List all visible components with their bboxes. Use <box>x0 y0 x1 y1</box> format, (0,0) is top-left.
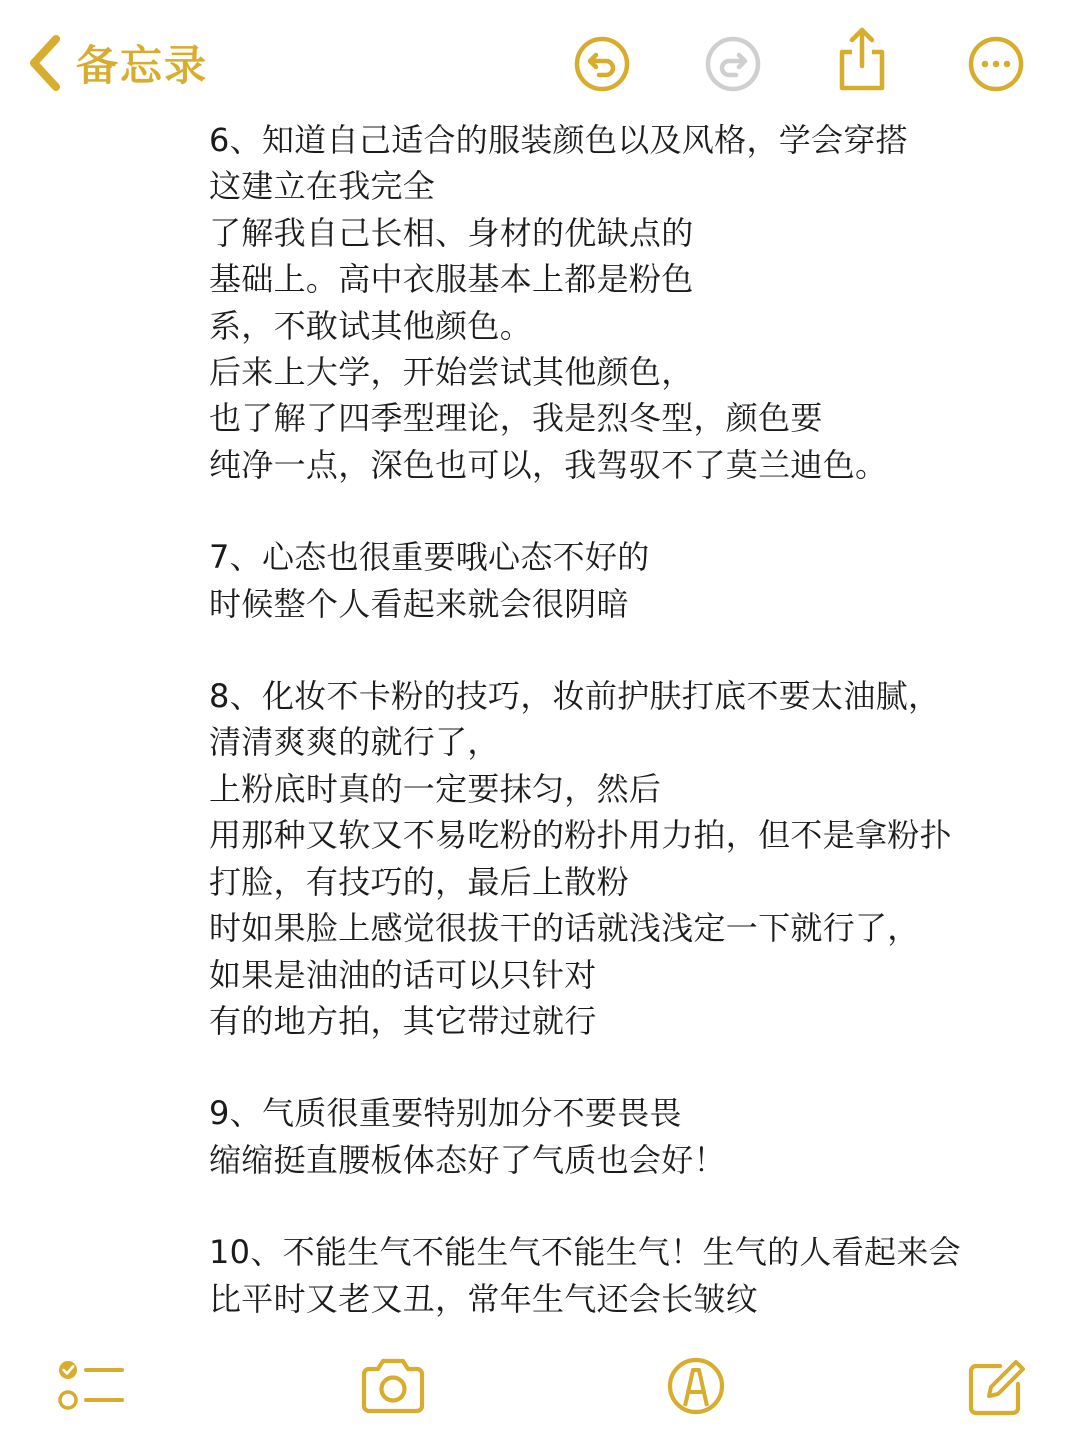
back-button[interactable] <box>28 30 208 96</box>
camera-icon[interactable] <box>358 1356 428 1416</box>
back-label: 备忘录 <box>76 41 209 90</box>
note-line: 比平时又老又丑，常年生气还会长皱纹 <box>209 1279 759 1318</box>
more-icon[interactable] <box>966 34 1026 94</box>
note-paragraph <box>209 534 1009 627</box>
checklist-icon[interactable] <box>56 1358 126 1418</box>
note-line: 也了解了四季型理论，我是烈冬型，颜色要 <box>209 399 823 438</box>
undo-icon[interactable] <box>572 34 632 94</box>
note-line: 6、知道自己适合的服装颜色以及风格，学会穿搭 <box>209 121 908 159</box>
compose-icon[interactable] <box>964 1356 1034 1416</box>
note-line: 时候整个人看起来就会很阴暗 <box>209 584 629 623</box>
markup-icon[interactable] <box>664 1354 734 1414</box>
note-line: 10、不能生气不能生气不能生气！生气的人看起来会 <box>209 1233 961 1272</box>
note-line: 时如果脸上感觉很拔干的话就浅浅定一下就行了， <box>209 909 920 948</box>
note-line: 了解我自己长相、身材的优缺点的 <box>209 213 694 252</box>
chevron-left-icon <box>28 35 62 91</box>
share-icon[interactable] <box>832 24 892 94</box>
note-line: 纯净一点，深色也可以，我驾驭不了莫兰迪色。 <box>209 445 888 484</box>
note-line: 9、气质很重要特别加分不要畏畏 <box>209 1094 682 1133</box>
redo-icon[interactable] <box>703 34 763 94</box>
note-line: 如果是油油的话可以只针对 <box>209 955 597 994</box>
note-line: 8、化妆不卡粉的技巧，妆前护肤打底不要太油腻， <box>209 677 941 716</box>
note-paragraph <box>209 1090 1009 1183</box>
note-paragraph <box>209 1229 1009 1322</box>
navigation-bar <box>0 0 1080 120</box>
note-line: 有的地方拍，其它带过就行 <box>209 1001 597 1040</box>
note-line: 这建立在我完全 <box>209 167 436 206</box>
note-line: 上粉底时真的一定要抹匀，然后 <box>209 769 662 808</box>
note-paragraph <box>209 117 1009 488</box>
note-line: 清清爽爽的就行了， <box>209 723 500 762</box>
note-line: 缩缩挺直腰板体态好了气质也会好！ <box>209 1140 726 1179</box>
note-line: 基础上。高中衣服基本上都是粉色 <box>209 260 694 299</box>
note-paragraph <box>209 673 1009 1044</box>
note-line: 7、心态也很重要哦心态不好的 <box>209 538 650 577</box>
note-body[interactable] <box>209 117 1009 1368</box>
note-line: 后来上大学，开始尝试其他颜色， <box>209 353 694 392</box>
note-line: 打脸，有技巧的，最后上散粉 <box>209 862 629 901</box>
note-line: 用那种又软又不易吃粉的粉扑用力拍，但不是拿粉扑 <box>209 816 952 855</box>
note-line: 系，不敢试其他颜色。 <box>209 306 533 345</box>
